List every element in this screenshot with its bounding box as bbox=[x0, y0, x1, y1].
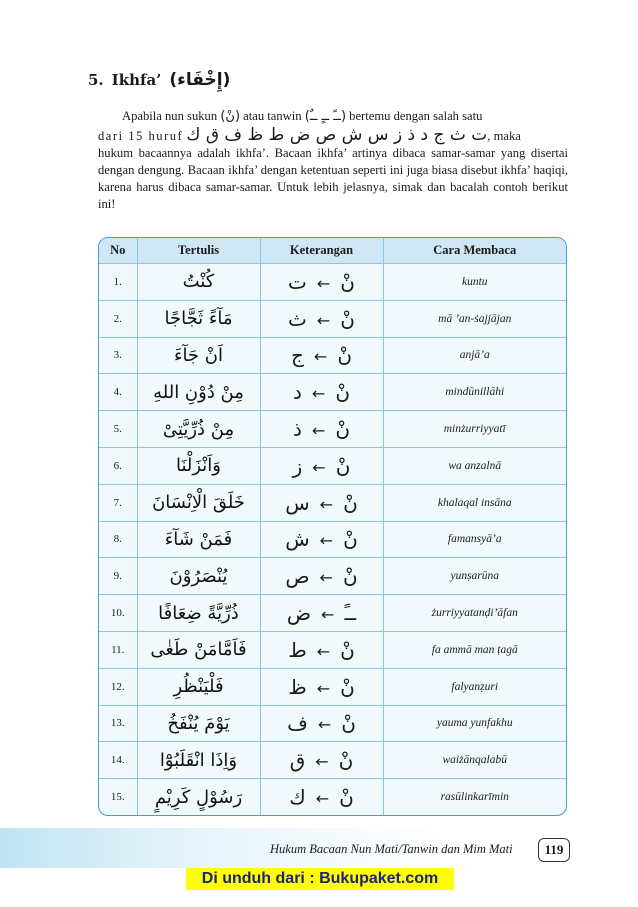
row-keterangan bbox=[260, 595, 383, 632]
arrow-left-icon: ← bbox=[316, 310, 331, 330]
row-keterangan bbox=[260, 300, 383, 337]
ket-to: ط bbox=[288, 637, 307, 662]
ket-to: ص bbox=[285, 564, 310, 589]
ket-from: ــً bbox=[344, 601, 357, 626]
ket-from: نْ bbox=[341, 711, 356, 736]
row-cara-membaca: kuntu bbox=[383, 264, 566, 301]
ket-to: ز bbox=[292, 453, 303, 478]
row-keterangan bbox=[260, 705, 383, 742]
row-number: 5. bbox=[99, 411, 137, 448]
row-number: 8. bbox=[99, 521, 137, 558]
table-row bbox=[99, 337, 566, 374]
row-tertulis: فَلْيَنْظُرِ bbox=[137, 668, 260, 705]
table-header-row bbox=[99, 238, 566, 264]
row-cara-membaca: fa ammā man ṭagā bbox=[383, 631, 566, 668]
row-number: 9. bbox=[99, 558, 137, 595]
arrow-left-icon: ← bbox=[317, 715, 332, 735]
row-tertulis: رَسُوْلٍ كَرِيْمٍ bbox=[137, 779, 260, 815]
row-tertulis: فَمَنْ شَآءَ bbox=[137, 521, 260, 558]
ket-to: ش bbox=[285, 527, 310, 552]
row-cara-membaca: rasūlinkarīmin bbox=[440, 791, 509, 804]
ket-from: نْ bbox=[343, 490, 358, 515]
arrow-left-icon: ← bbox=[316, 273, 331, 293]
arrow-left-icon: ← bbox=[321, 605, 335, 625]
nun-sukun-symbol: (نْ) bbox=[220, 109, 241, 124]
intro-paragraph bbox=[98, 108, 568, 213]
para-text-1a: Apabila nun sukun bbox=[122, 109, 218, 123]
row-keterangan bbox=[260, 742, 383, 779]
row-cara-membaca: falyanẓuri bbox=[383, 668, 566, 705]
section-title: Ikhfa’ bbox=[111, 71, 162, 89]
row-tertulis: خَلَقَ الْاِنْسَانَ bbox=[137, 484, 260, 521]
row-keterangan bbox=[260, 668, 383, 705]
header-tertulis: Tertulis bbox=[137, 238, 260, 264]
ket-from: نْ bbox=[335, 453, 351, 478]
table-row bbox=[99, 264, 566, 301]
table-row bbox=[99, 558, 566, 595]
ket-to: س bbox=[285, 490, 310, 515]
header-cara-membaca: Cara Membaca bbox=[383, 238, 566, 264]
arrow-left-icon: ← bbox=[313, 347, 328, 367]
para-text-1b: atau tanwin bbox=[243, 109, 302, 123]
row-tertulis: ذُرِّيَّةً ضِعَافًا bbox=[137, 595, 260, 632]
row-tertulis: مِنْ ذُرِّيَّتِىْ bbox=[137, 411, 260, 448]
row-keterangan bbox=[260, 779, 383, 815]
row-keterangan bbox=[260, 264, 383, 301]
arrow-left-icon: ← bbox=[319, 568, 333, 588]
row-keterangan bbox=[260, 521, 383, 558]
row-number: 6. bbox=[99, 447, 137, 484]
row-number: 4. bbox=[99, 374, 137, 411]
table-row bbox=[99, 668, 566, 705]
arrow-left-icon: ← bbox=[316, 678, 331, 698]
section-heading bbox=[88, 70, 230, 90]
arrow-left-icon: ← bbox=[315, 752, 329, 772]
row-keterangan bbox=[260, 374, 383, 411]
ket-to: ظ bbox=[288, 674, 307, 699]
row-tertulis: مِنْ دُوْنِ اللهِ bbox=[137, 374, 260, 411]
ket-from: نْ bbox=[340, 269, 355, 294]
ket-from: نْ bbox=[340, 637, 355, 662]
row-tertulis: وَاِذَا انْقَلَبُوْٓا bbox=[137, 742, 260, 779]
footer-chapter-title: Hukum Bacaan Nun Mati/Tanwin dan Mim Mati bbox=[270, 842, 513, 856]
table-row bbox=[99, 521, 566, 558]
arrow-left-icon: ← bbox=[312, 457, 326, 477]
table-row bbox=[99, 447, 566, 484]
row-tertulis: اَنْ جَآءَ bbox=[137, 337, 260, 374]
row-cara-membaca: famansyā’a bbox=[383, 521, 566, 558]
table-row bbox=[99, 374, 566, 411]
section-number: 5. bbox=[88, 71, 104, 89]
row-keterangan bbox=[260, 411, 383, 448]
para-text-2b: , maka bbox=[487, 129, 521, 143]
table-row bbox=[99, 484, 566, 521]
row-tertulis: كُنْتُ bbox=[137, 264, 260, 301]
row-keterangan bbox=[260, 337, 383, 374]
table-row bbox=[99, 631, 566, 668]
ket-from: نْ bbox=[335, 380, 350, 405]
ket-to: د bbox=[293, 380, 302, 405]
section-title-arabic: (إِخْفَاء) bbox=[169, 70, 231, 90]
ket-from: نْ bbox=[335, 417, 350, 442]
ikhfa-letters: ت ث ج د ذ ز س ش ص ض ط ظ ف ق ك bbox=[186, 125, 488, 145]
row-cara-membaca: yauma yunfakhu bbox=[383, 705, 566, 742]
table-row bbox=[99, 595, 566, 632]
ket-from: نْ bbox=[338, 748, 354, 773]
para-text-rest: hukum bacaannya adalah ikhfa’. Bacaan ikhfa’ artinya dibaca samar-samar yang disertai dengan dengung. Bacaan ikhfa’ dengan ketentuan seperti ini juga biasa disebut ikhfa’ haqiqi, karena harus dibaca samar-samar. Untuk lebih jelasnya, simak dan bacalah contoh berikut ini! bbox=[98, 146, 568, 211]
ket-to: ج bbox=[290, 343, 304, 368]
ket-to: ف bbox=[287, 711, 308, 736]
table-row bbox=[99, 300, 566, 337]
ket-from: نْ bbox=[342, 564, 358, 589]
ket-to: ت bbox=[288, 269, 307, 294]
arrow-left-icon: ← bbox=[311, 421, 326, 441]
ket-from: نْ bbox=[340, 674, 355, 699]
row-cara-membaca: khalaqal insāna bbox=[383, 484, 566, 521]
ket-to: ك bbox=[289, 785, 306, 810]
para-text-2a: dari 15 huruf bbox=[98, 129, 184, 143]
row-cara-membaca: yunṣarūna bbox=[383, 558, 566, 595]
row-cara-membaca: waiżānqalabū bbox=[383, 742, 566, 779]
tanwin-symbol: (ــً ــٍ ــٌ) bbox=[304, 109, 347, 124]
row-keterangan bbox=[260, 558, 383, 595]
page-number: 119 bbox=[538, 838, 570, 862]
row-number: 2. bbox=[99, 300, 137, 337]
row-number: 3. bbox=[99, 337, 137, 374]
header-keterangan: Keterangan bbox=[260, 238, 383, 264]
para-text-1c: bertemu dengan salah satu bbox=[349, 109, 483, 123]
row-keterangan bbox=[260, 484, 383, 521]
arrow-left-icon: ← bbox=[315, 789, 330, 809]
header-no: No bbox=[99, 238, 137, 264]
row-number: 13. bbox=[99, 705, 137, 742]
row-number: 15. bbox=[99, 779, 137, 815]
row-cara-membaca: wa anzalnā bbox=[383, 447, 566, 484]
ket-from: نْ bbox=[340, 306, 355, 331]
ket-from: نْ bbox=[339, 785, 354, 810]
ket-from: نْ bbox=[337, 343, 352, 368]
table-row bbox=[99, 411, 566, 448]
row-number: 14. bbox=[99, 742, 137, 779]
row-number: 7. bbox=[99, 484, 137, 521]
row-cara-membaca: mindūnillāhi bbox=[383, 374, 566, 411]
ket-to: ث bbox=[288, 306, 307, 331]
table-row bbox=[99, 779, 566, 815]
row-cara-membaca: anjā’a bbox=[383, 337, 566, 374]
row-tertulis: وَاَنْزَلْنَا bbox=[137, 447, 260, 484]
ket-to: ذ bbox=[293, 417, 302, 442]
row-cara-membaca: żurriyyatanḍi’āfan bbox=[383, 595, 566, 632]
row-tertulis: مَآءً ثَجَّاجًا bbox=[137, 300, 260, 337]
row-number: 10. bbox=[99, 595, 137, 632]
ket-to: ق bbox=[289, 748, 306, 773]
table-row bbox=[99, 705, 566, 742]
ket-to: ض bbox=[286, 601, 312, 626]
row-tertulis: يَوْمَ يُنْفَخُ bbox=[137, 705, 260, 742]
row-tertulis: فَاَمَّامَنْ طَغٰى bbox=[137, 631, 260, 668]
arrow-left-icon: ← bbox=[316, 641, 331, 661]
row-cara-membaca: mā ’an-ṡajjājan bbox=[383, 300, 566, 337]
download-banner: Di unduh dari : Bukupaket.com bbox=[186, 868, 454, 890]
arrow-left-icon: ← bbox=[319, 531, 334, 551]
row-keterangan bbox=[260, 447, 383, 484]
row-keterangan bbox=[260, 631, 383, 668]
ket-from: نْ bbox=[343, 527, 358, 552]
row-cara-membaca: minżurriyyatī bbox=[383, 411, 566, 448]
table-row bbox=[99, 742, 566, 779]
row-number: 11. bbox=[99, 631, 137, 668]
row-number: 1. bbox=[99, 264, 137, 301]
arrow-left-icon: ← bbox=[311, 384, 326, 404]
examples-table bbox=[98, 237, 567, 816]
arrow-left-icon: ← bbox=[319, 494, 334, 514]
row-number: 12. bbox=[99, 668, 137, 705]
row-tertulis: يُنْصَرُوْنَ bbox=[137, 558, 260, 595]
